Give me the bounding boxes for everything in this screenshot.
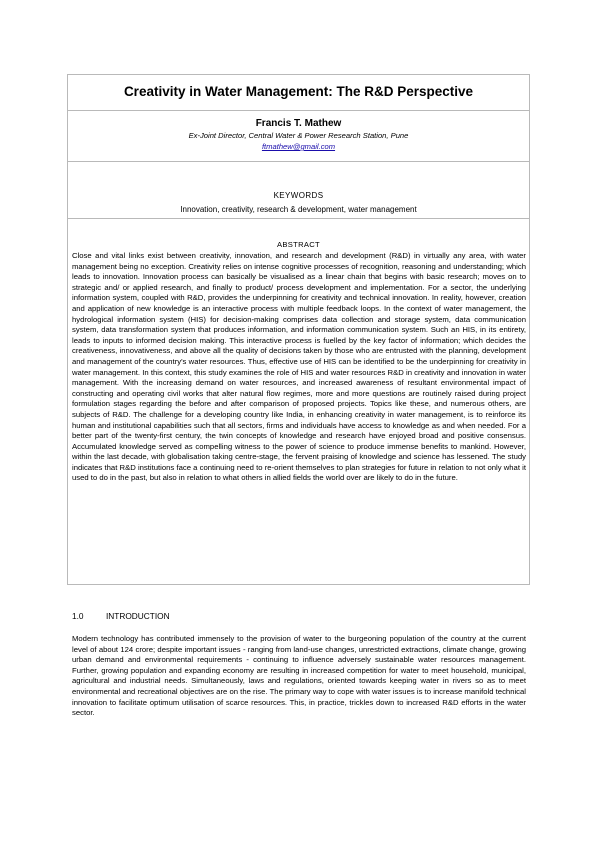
paper-title: Creativity in Water Management: The R&D Perspective [123,84,474,99]
author-affiliation: Ex-Joint Director, Central Water & Power Research Station, Pune [188,131,409,140]
keywords-list: Innovation, creativity, research & development, water management [180,205,417,214]
abstract-heading: ABSTRACT [277,240,320,249]
author-name: Francis T. Mathew [255,118,342,129]
section-number: 1.0 [72,611,84,621]
abstract-body: Close and vital links exist between creativity, innovation, and research and development (R&D) in virtually any area, with water management being no exception. Creativity relies on intense cognitive processes of recognition, reasoning and understanding; which leads to innovation. Innovation process can basically be visualised as a linear chain that begins with basic research; moves on to strategic and/ or applied research, and finally to product/ process development and implementation. For a sector, the underlying information system, coupled with R&D, provides the underpinning for creativity and technical innovation. In reality, however, creation and application of new knowledge is an interactive process with multiple feedback loops. In the context of water management, the hydrological information system (HIS) for decision-making comprises data collection and storage system, data communication system, data transformation system that produces information, and information communication system. Such an HIS, in its entirety, leads to inputs to informed decision making. This interactive process is fuelled by the key factor of information; which decides the creativeness, innovativeness, and above all the quality of decisions taken by those who are entrusted with the planning, development and management of the country's water resources. Thus, effective use of HIS can be identified to be the underpinning for creativity in water management. In this context, this study examines the role of HIS and water resources R&D in creativity and innovation in water management. With the increasing demand on water resources, and increased awareness of resultant environmental impact of constructing and operating civil works that alter natural flow regimes, more and more questions are routinely raised during project formulation stages regarding the before and after comparison of proposed projects. Topics like these, and numerous others, are subjects of R&D. The challenge for a developing country like India, in enhancing creativity in water management, is to reinforce its human and institutional capabilities such that all sectors, firms and individuals have access to knowledge as and when needed. For a better part of the twenty-first century, the twin concepts of knowledge and research have enjoyed broad and positive consensus. Accumulated knowledge served as compelling witness to the power of science to produce immense benefits to mankind. However, within the last decade, with globalisation taking centre-stage, the fervent praising of knowledge and science has lessened. The study indicates that R&D institutions face a continuing need to re-orient themselves to plan strategies for future in relation to not only what it used to do in the past, but also in relation to what others in allied fields the world over are likely to do in the future. [72,251,526,483]
section-title: INTRODUCTION [106,611,170,621]
table-divider-title [67,110,530,111]
author-email-link[interactable]: ftmathew@gmail.com [261,142,336,151]
section-heading [72,611,170,621]
table-divider-author [67,161,530,162]
table-divider-keywords [67,218,530,219]
introduction-body: Modern technology has contributed immensely to the provision of water to the burgeoning population of the country at the current level of about 124 crore; despite important issues - ranging from land-use changes, unrestricted extractions, climate change, growing urban demand and environmental requirements - continuing to influence adversely sustainable water resources management. Further, growing population and expanding economy are resulting in increased competition for water to meet household, municipal, agricultural and industrial needs. Simultaneously, laws and regulations, oriented towards keeping water in rivers so as to meet environmental and recreational objectives are on the rise. The primary way to cope with water issues is to increase manifold technical innovation to facilitate optimum utilisation of scarce resources. This, in practice, trickles down to increased R&D efforts in the water sector. [72,634,526,718]
keywords-heading: KEYWORDS [273,191,324,200]
